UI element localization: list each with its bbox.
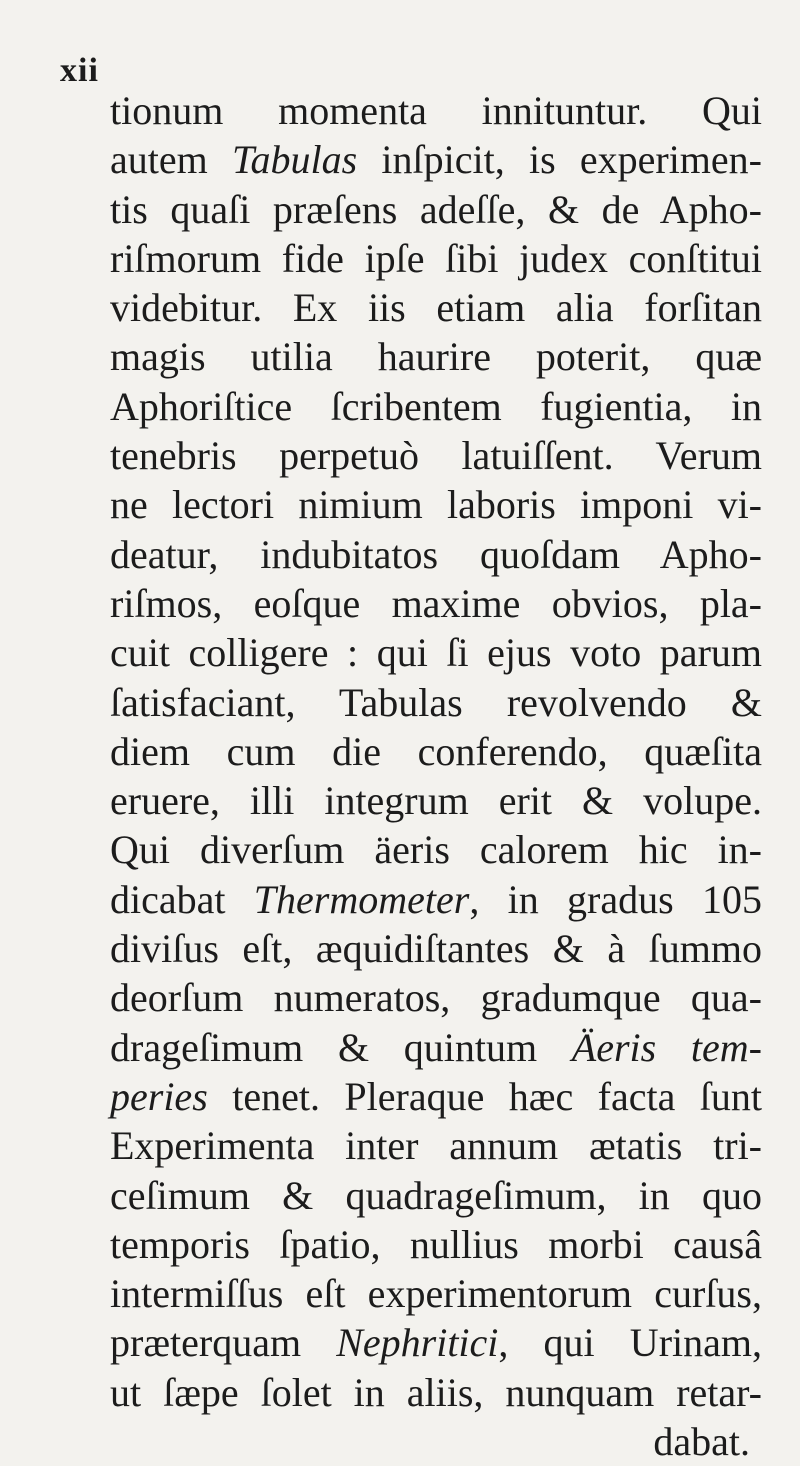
text-line bbox=[110, 1220, 762, 1269]
text-segment: ut ſæpe ſolet in aliis, nunquam retar- bbox=[110, 1369, 762, 1415]
text-line bbox=[110, 1318, 762, 1367]
italic-term: Nephritici bbox=[336, 1320, 499, 1366]
text-line bbox=[110, 579, 762, 628]
text-segment: riſmorum fide ipſe ſibi judex conſtitui bbox=[110, 235, 762, 281]
text-segment: Experimenta inter annum ætatis tri- bbox=[110, 1123, 762, 1169]
text-line bbox=[110, 1417, 762, 1466]
text-line bbox=[110, 86, 762, 135]
text-segment: , in gradus 105 bbox=[469, 876, 762, 922]
text-line bbox=[110, 973, 762, 1022]
text-segment: cuit colligere : qui ſi ejus voto parum bbox=[110, 630, 762, 676]
text-line bbox=[110, 776, 762, 825]
text-segment: ceſimum & quadrageſimum, in quo bbox=[110, 1172, 762, 1218]
text-line bbox=[110, 135, 762, 184]
text-segment: intermiſſus eſt experimentorum curſus, bbox=[110, 1271, 762, 1317]
text-segment: ne lectori nimium laboris imponi vi- bbox=[110, 482, 762, 528]
text-segment: temporis ſpatio, nullius morbi causâ bbox=[110, 1221, 762, 1267]
text-line bbox=[110, 480, 762, 529]
text-segment: dicabat bbox=[110, 876, 254, 922]
text-segment: tenebris perpetuò latuiſſent. Verum bbox=[110, 433, 762, 479]
text-line bbox=[110, 1171, 762, 1220]
text-segment: diem cum die conferendo, quæſita bbox=[110, 728, 762, 774]
italic-term: Äeris tem- bbox=[571, 1024, 762, 1070]
text-line bbox=[110, 530, 762, 579]
text-segment: tis quaſi præſens adeſſe, & de Apho- bbox=[110, 186, 762, 232]
text-segment: Qui diverſum äeris calorem hic in- bbox=[110, 827, 762, 873]
text-line bbox=[110, 185, 762, 234]
text-segment: inſpicit, is experimen- bbox=[357, 137, 762, 183]
text-line bbox=[110, 1121, 762, 1170]
body-text bbox=[110, 86, 762, 1466]
text-segment: ſatisfaciant, Tabulas revolvendo & bbox=[110, 679, 762, 725]
text-segment: magis utilia haurire poterit, quæ bbox=[110, 334, 762, 380]
text-segment: tenet. Pleraque hæc facta ſunt bbox=[207, 1073, 762, 1119]
text-line bbox=[110, 382, 762, 431]
text-line bbox=[110, 727, 762, 776]
text-segment: Aphoriſtice ſcribentem fugientia, in bbox=[110, 383, 762, 429]
page-number: xii bbox=[60, 52, 99, 89]
text-segment: deatur, indubitatos quoſdam Apho- bbox=[110, 531, 762, 577]
text-segment: diviſus eſt, æquidiſtantes & à ſummo bbox=[110, 926, 762, 972]
text-segment: eruere, illi integrum erit & volupe. bbox=[110, 778, 762, 824]
italic-term: Tabulas bbox=[231, 137, 358, 183]
text-segment: drageſimum & quintum bbox=[110, 1024, 572, 1070]
text-line bbox=[110, 924, 762, 973]
text-line bbox=[110, 332, 762, 381]
italic-term: peries bbox=[110, 1073, 208, 1119]
text-line bbox=[110, 1072, 762, 1121]
text-segment: autem bbox=[110, 137, 232, 183]
text-line bbox=[110, 234, 762, 283]
text-line bbox=[110, 678, 762, 727]
text-segment: dabat. bbox=[653, 1419, 750, 1465]
text-line bbox=[110, 628, 762, 677]
italic-term: Thermometer bbox=[253, 876, 470, 922]
text-segment: videbitur. Ex iis etiam alia forſitan bbox=[110, 285, 762, 331]
text-line bbox=[110, 1269, 762, 1318]
text-segment: deorſum numeratos, gradumque qua- bbox=[110, 975, 762, 1021]
text-line bbox=[110, 875, 762, 924]
text-line bbox=[110, 825, 762, 874]
text-segment: tionum momenta innituntur. Qui bbox=[110, 88, 762, 133]
text-line bbox=[110, 431, 762, 480]
text-segment: , qui Urinam, bbox=[498, 1320, 762, 1366]
text-segment: præterquam bbox=[110, 1320, 337, 1366]
text-segment: riſmos, eoſque maxime obvios, pla- bbox=[110, 580, 762, 626]
text-line bbox=[110, 1023, 762, 1072]
text-line bbox=[110, 283, 762, 332]
